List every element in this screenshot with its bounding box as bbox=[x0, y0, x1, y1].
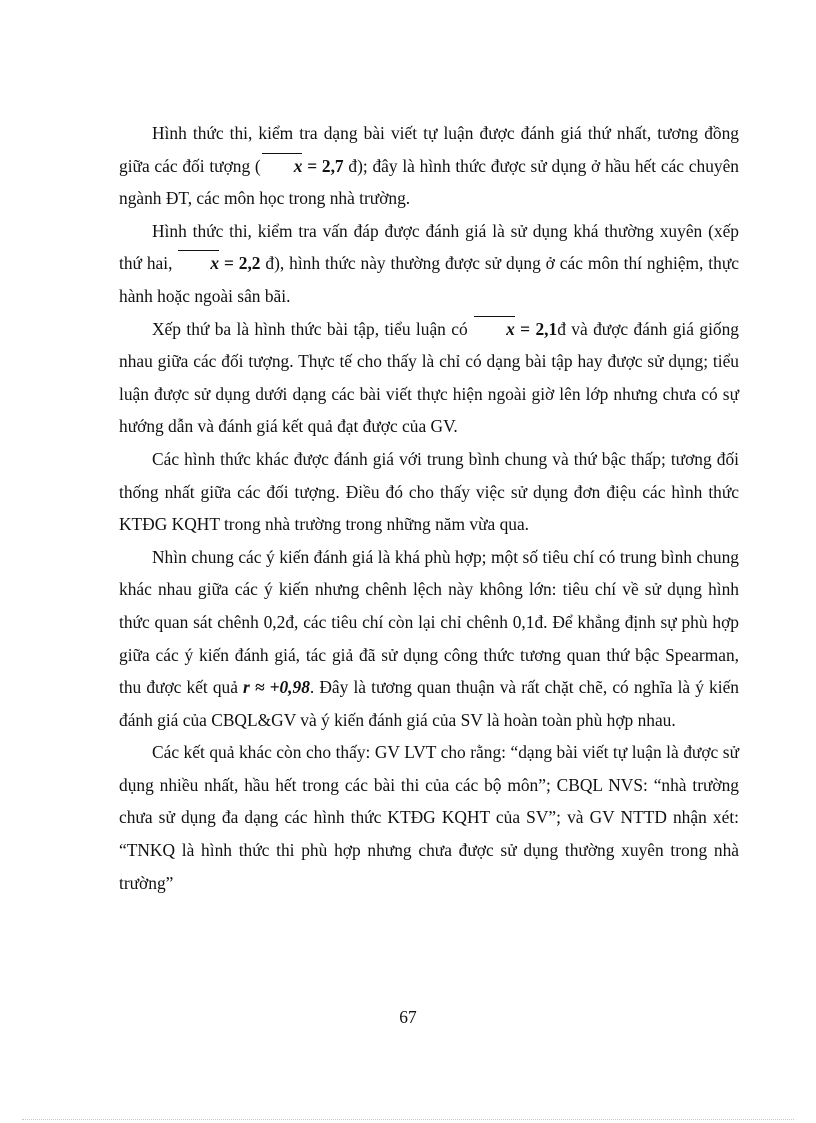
mean-formula: x = 2,1 bbox=[473, 319, 557, 339]
paragraph-3: Xếp thứ ba là hình thức bài tập, tiểu luận có x = 2,1đ và được đánh giá giống nhau giữa các đối tượng. Thực tế cho thấy là chỉ có dạng bài tập hay được sử dụng; tiểu luận được sử dụng dưới dạng các bài viết thực hiện ngoài giờ lên lớp nhưng chưa có sự hướng dẫn và đánh giá kết quả đạt được của GV. bbox=[119, 313, 739, 443]
paragraph-5: Nhìn chung các ý kiến đánh giá là khá phù hợp; một số tiêu chí có trung bình chung khác nhau giữa các ý kiến nhưng chênh lệch này không lớn: tiêu chí về sử dụng hình thức quan sát chênh 0,2đ, các tiêu chí còn lại chỉ chênh 0,1đ. Để khẳng định sự phù hợp giữa các ý kiến đánh giá, tác giả đã sử dụng công thức tương quan thứ bậc Spearman, thu được kết quả r ≈ +0,98. Đây là tương quan thuận và rất chặt chẽ, có nghĩa là ý kiến đánh giá của CBQL&GV và ý kiến đánh giá của SV là hoàn toàn phù hợp nhau. bbox=[119, 546, 739, 730]
mean-formula: x = 2,2 bbox=[177, 253, 260, 273]
paragraph-6: Các kết quả khác còn cho thấy: GV LVT cho rằng: “dạng bài viết tự luận là được sử dụng nhiều nhất, hầu hết trong các bài thi của các bộ môn”; CBQL NVS: “nhà trường chưa sử dụng đa dạng các hình thức KTĐG KQHT của SV”; và GV NTTD nhận xét: “TNKQ là hình thức thi phù hợp nhưng chưa được sử dụng thường xuyên trong nhà trường” bbox=[119, 742, 739, 893]
spearman-formula: r ≈ +0,98 bbox=[243, 677, 310, 698]
page-number: 67 bbox=[399, 1007, 417, 1027]
body-text bbox=[119, 117, 739, 899]
mean-formula: x = 2,7 bbox=[261, 156, 344, 176]
footer-divider bbox=[22, 1119, 794, 1120]
paragraph-1: Hình thức thi, kiểm tra dạng bài viết tự luận được đánh giá thứ nhất, tương đồng giữa các đối tượng ( x = 2,7 đ); đây là hình thức được sử dụng ở hầu hết các chuyên ngành ĐT, các môn học trong nhà trường. bbox=[119, 123, 740, 209]
paragraph-2: Hình thức thi, kiểm tra vấn đáp được đánh giá là sử dụng khá thường xuyên (xếp thứ hai, x = 2,2 đ), hình thức này thường được sử dụng ở các môn thí nghiệm, thực hành hoặc ngoài sân bãi. bbox=[119, 220, 739, 306]
paragraph-4: Các hình thức khác được đánh giá với trung bình chung và thứ bậc thấp; tương đối thống nhất giữa các đối tượng. Điều đó cho thấy việc sử dụng đơn điệu các hình thức KTĐG KQHT trong nhà trường trong những năm vừa qua. bbox=[119, 448, 739, 535]
